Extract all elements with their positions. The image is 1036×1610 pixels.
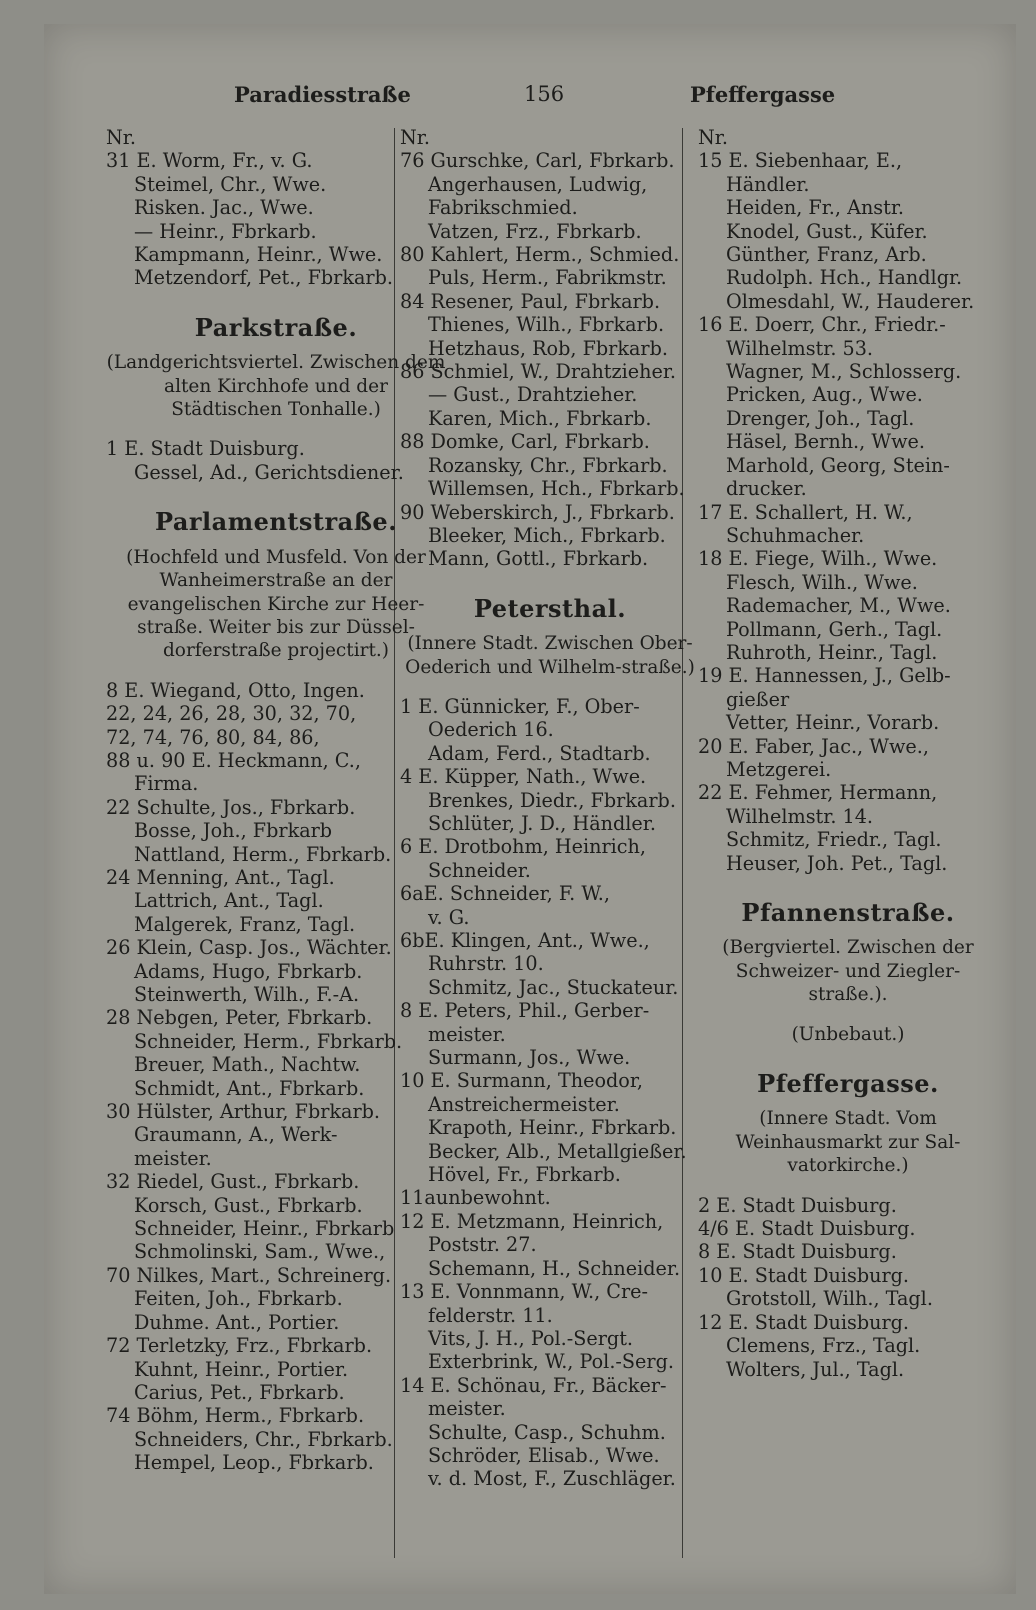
directory-entry: Vits, J. H., Pol.-Sergt. xyxy=(428,1326,634,1350)
directory-entry: Schuhmacher. xyxy=(726,523,865,547)
directory-entry: 10 E. Stadt Duisburg. xyxy=(698,1263,910,1287)
street-note-parkstrasse: (Landgerichtsviertel. Zwischen dem alten Kirchhofe und der Städtischen Tonhalle.) xyxy=(106,352,446,421)
directory-entry: 20 E. Faber, Jac., Wwe., xyxy=(698,734,929,758)
street-note-pfannenstrasse: (Bergviertel. Zwischen der Schweizer- und Ziegler-straße.). xyxy=(722,937,974,1006)
street-note-parlamentstrasse: (Hochfeld und Musfeld. Von der Wanheimerstraße an der evangelischen Kirche zur Heer-straße. Weiter bis zur Düssel-dorferstraße projectirt.) xyxy=(126,546,426,662)
directory-entry: Firma. xyxy=(134,772,199,796)
directory-entry: 32 Riedel, Gust., Fbrkarb. xyxy=(106,1170,360,1194)
directory-entry: Vetter, Heinr., Vorarb. xyxy=(726,711,940,735)
directory-entry: Karen, Mich., Fbrkarb. xyxy=(428,406,652,430)
directory-entry: Mann, Gottl., Fbrkarb. xyxy=(428,547,649,571)
directory-entry: Schulte, Casp., Schuhm. xyxy=(428,1420,666,1444)
header-right-street: Pfeffergasse xyxy=(690,82,836,107)
directory-entry: 6aE. Schneider, F. W., xyxy=(400,882,610,906)
directory-entry: Pollmann, Gerh., Tagl. xyxy=(726,617,943,641)
directory-entry: 1 E. Stadt Duisburg. xyxy=(106,437,305,461)
directory-entry: Lattrich, Ant., Tagl. xyxy=(134,889,324,913)
directory-entry: Bleeker, Mich., Fbrkarb. xyxy=(428,523,666,547)
directory-entry: Feiten, Joh., Fbrkarb. xyxy=(134,1287,343,1311)
directory-entry: Risken. Jac., Wwe. xyxy=(134,196,314,220)
directory-entry: Schneider. xyxy=(428,858,531,882)
directory-entry: Schmolinski, Sam., Wwe., xyxy=(134,1240,386,1264)
directory-entry: Oederich 16. xyxy=(428,718,554,742)
column-right xyxy=(694,126,994,1381)
directory-entry: Wilhelmstr. 14. xyxy=(726,804,874,828)
column-middle xyxy=(394,126,694,1491)
directory-entry: 11aunbewohnt. xyxy=(400,1186,551,1210)
directory-entry: Günther, Franz, Arb. xyxy=(726,243,927,267)
page-header xyxy=(44,82,1016,122)
entry-list-pfeffergasse xyxy=(698,1194,998,1381)
directory-entry: 22 E. Fehmer, Hermann, xyxy=(698,781,938,805)
directory-entry: Hempel, Leop., Fbrkarb. xyxy=(134,1451,374,1475)
directory-entry: Gessel, Ad., Gerichtsdiener. xyxy=(134,460,404,484)
directory-entry: — Heinr., Fbrkarb. xyxy=(134,219,317,243)
directory-entry: Adams, Hugo, Fbrkarb. xyxy=(134,959,363,983)
directory-entry: Pricken, Aug., Wwe. xyxy=(726,383,923,407)
directory-entry: drucker. xyxy=(726,477,807,501)
directory-entry: 2 E. Stadt Duisburg. xyxy=(698,1193,897,1217)
directory-entry: 84 Resener, Paul, Fbrkarb. xyxy=(400,289,661,313)
directory-entry: Schröder, Elisab., Wwe. xyxy=(428,1443,660,1467)
directory-entry: Kampmann, Heinr., Wwe. xyxy=(134,243,383,267)
directory-entry: 88 u. 90 E. Heckmann, C., xyxy=(106,748,361,772)
directory-entry: 12 E. Stadt Duisburg. xyxy=(698,1310,910,1334)
street-title-parkstrasse: Parkstraße. xyxy=(194,312,358,342)
directory-entry: Steimel, Chr., Wwe. xyxy=(134,172,327,196)
directory-entry: Schneiders, Chr., Fbrkarb. xyxy=(134,1427,393,1451)
directory-entry: Bosse, Joh., Fbrkarb xyxy=(134,819,333,843)
directory-entry: Kuhnt, Heinr., Portier. xyxy=(134,1357,349,1381)
directory-entry: Metzgerei. xyxy=(726,757,832,781)
directory-entry: Becker, Alb., Metallgießer. xyxy=(428,1139,687,1163)
directory-entry: Hövel, Fr., Fbrkarb. xyxy=(428,1163,621,1187)
directory-entry: 18 E. Fiege, Wilh., Wwe. xyxy=(698,547,938,571)
directory-entry: 4 E. Küpper, Nath., Wwe. xyxy=(400,765,647,789)
directory-entry: 17 E. Schallert, H. W., xyxy=(698,500,913,524)
directory-entry: Wolters, Jul., Tagl. xyxy=(726,1357,905,1381)
entry-list-paradiesstrasse-cont xyxy=(400,149,700,570)
directory-entry: 22, 24, 26, 28, 30, 32, 70, xyxy=(106,702,357,726)
directory-entry: Wilhelmstr. 53. xyxy=(726,336,874,360)
directory-entry: 26 Klein, Casp. Jos., Wächter. xyxy=(106,936,392,960)
directory-entry: Surmann, Jos., Wwe. xyxy=(428,1046,631,1070)
directory-entry: Rudolph. Hch., Handlgr. xyxy=(726,266,963,290)
directory-entry: 13 E. Vonnmann, W., Cre- xyxy=(400,1280,648,1304)
directory-entry: 74 Böhm, Herm., Fbrkarb. xyxy=(106,1404,365,1428)
directory-entry: Rademacher, M., Wwe. xyxy=(726,594,951,618)
directory-entry: 19 E. Hannessen, J., Gelb- xyxy=(698,664,951,688)
street-title-parlamentstrasse: Parlamentstraße. xyxy=(154,507,398,537)
street-note-petersthal: (Innere Stadt. Zwischen Ober-Oederich und Wilhelm-straße.) xyxy=(405,633,695,678)
directory-entry: Willemsen, Hch., Fbrkarb. xyxy=(428,477,685,501)
directory-entry: Schmidt, Ant., Fbrkarb. xyxy=(134,1076,365,1100)
directory-entry: 16 E. Doerr, Chr., Friedr.- xyxy=(698,313,946,337)
directory-entry: 86 Schmiel, W., Drahtzieher. xyxy=(400,360,676,384)
directory-entry: Grotstoll, Wilh., Tagl. xyxy=(726,1287,933,1311)
directory-entry: 6bE. Klingen, Ant., Wwe., xyxy=(400,929,650,952)
directory-entry: Breuer, Math., Nachtw. xyxy=(134,1053,361,1077)
directory-entry: Schlüter, J. D., Händler. xyxy=(428,811,656,835)
directory-entry: Knodel, Gust., Küfer. xyxy=(726,219,928,243)
street-status-pfannenstrasse: (Unbebaut.) xyxy=(791,1023,905,1045)
directory-entry: Angerhausen, Ludwig, xyxy=(428,172,648,196)
directory-entry: Graumann, A., Werk- xyxy=(134,1123,338,1147)
directory-entry: 12 E. Metzmann, Heinrich, xyxy=(400,1209,664,1233)
directory-entry: Wagner, M., Schlosserg. xyxy=(726,360,962,384)
directory-entry: Olmesdahl, W., Hauderer. xyxy=(726,289,975,313)
directory-entry: 1 E. Günnicker, F., Ober- xyxy=(400,694,640,718)
street-note-pfeffergasse: (Innere Stadt. Vom Weinhausmarkt zur Sal-vatorkirche.) xyxy=(735,1108,961,1177)
directory-entry: Hetzhaus, Rob, Fbrkarb. xyxy=(428,336,668,360)
page-number: 156 xyxy=(524,82,565,106)
entry-list-petersthal xyxy=(400,695,700,1491)
directory-entry: Fabrikschmied. xyxy=(428,196,578,220)
directory-entry: 14 E. Schönau, Fr., Bäcker- xyxy=(400,1373,667,1397)
street-title-petersthal: Petersthal. xyxy=(473,593,627,623)
directory-entry: v. G. xyxy=(428,905,470,929)
directory-entry: 8 E. Stadt Duisburg. xyxy=(698,1240,897,1264)
directory-entry: Malgerek, Franz, Tagl. xyxy=(134,912,356,936)
directory-entry: 8 E. Wiegand, Otto, Ingen. xyxy=(106,678,365,702)
directory-entry: 80 Kahlert, Herm., Schmied. xyxy=(400,243,680,267)
directory-entry: Exterbrink, W., Pol.-Serg. xyxy=(428,1350,674,1374)
directory-entry: Krapoth, Heinr., Fbrkarb. xyxy=(428,1116,677,1140)
directory-entry: Schmitz, Jac., Stuckateur. xyxy=(428,975,679,999)
directory-entry: Flesch, Wilh., Wwe. xyxy=(726,570,918,594)
directory-entry: meister. xyxy=(428,1397,506,1421)
directory-entry: 30 Hülster, Arthur, Fbrkarb. xyxy=(106,1100,381,1124)
street-title-pfeffergasse: Pfeffergasse. xyxy=(757,1069,939,1099)
directory-entry: Steinwerth, Wilh., F.-A. xyxy=(134,983,360,1006)
directory-entry: 6 E. Drotbohm, Heinrich, xyxy=(400,835,647,859)
directory-entry: Schneider, Herm., Fbrkarb. xyxy=(134,1029,403,1053)
directory-entry: Ruhroth, Heinr., Tagl. xyxy=(726,640,938,664)
directory-entry: Heiden, Fr., Anstr. xyxy=(726,196,905,220)
directory-entry: 22 Schulte, Jos., Fbrkarb. xyxy=(106,795,356,819)
entry-list-paradiesstrasse-end xyxy=(698,149,998,875)
directory-entry: Häsel, Bernh., Wwe. xyxy=(726,430,925,454)
directory-entry: 72, 74, 76, 80, 84, 86, xyxy=(106,725,320,749)
directory-entry: 90 Weberskirch, J., Fbrkarb. xyxy=(400,500,675,524)
directory-entry: Korsch, Gust., Fbrkarb. xyxy=(134,1193,363,1217)
directory-entry: Schmitz, Friedr., Tagl. xyxy=(726,828,942,852)
nr-label: Nr. xyxy=(400,126,430,149)
directory-entry: Händler. xyxy=(726,172,810,196)
directory-entry: v. d. Most, F., Zuschläger. xyxy=(428,1467,676,1491)
directory-entry: Schneider, Heinr., Fbrkarb xyxy=(134,1217,395,1241)
header-left-street: Paradiesstraße xyxy=(234,82,411,107)
directory-entry: 8 E. Peters, Phil., Gerber- xyxy=(400,999,650,1023)
directory-entry: meister. xyxy=(428,1022,506,1046)
street-title-pfannenstrasse: Pfannenstraße. xyxy=(741,898,955,927)
directory-entry: 10 E. Surmann, Theodor, xyxy=(400,1069,643,1093)
directory-entry: Brenkes, Diedr., Fbrkarb. xyxy=(428,788,676,812)
directory-entry: Adam, Ferd., Stadtarb. xyxy=(428,741,651,765)
directory-entry: felderstr. 11. xyxy=(428,1303,553,1327)
directory-entry: Drenger, Joh., Tagl. xyxy=(726,406,915,430)
directory-entry: Thienes, Wilh., Fbrkarb. xyxy=(428,313,665,337)
directory-entry: Metzendorf, Pet., Fbrkarb. xyxy=(134,266,393,290)
directory-entry: Rozansky, Chr., Fbrkarb. xyxy=(428,453,668,477)
directory-entry: 24 Menning, Ant., Tagl. xyxy=(106,865,335,889)
directory-entry: Nattland, Herm., Fbrkarb. xyxy=(134,842,392,866)
directory-entry: Anstreichermeister. xyxy=(428,1092,620,1116)
directory-entry: Puls, Herm., Fabrikmstr. xyxy=(428,266,667,290)
directory-entry: 88 Domke, Carl, Fbrkarb. xyxy=(400,430,650,454)
directory-entry: 70 Nilkes, Mart., Schreinerg. xyxy=(106,1263,392,1287)
directory-entry: gießer xyxy=(726,687,790,711)
directory-page xyxy=(44,24,1016,1594)
directory-entry: Ruhrstr. 10. xyxy=(428,952,544,976)
directory-entry: 72 Terletzky, Frz., Fbrkarb. xyxy=(106,1334,373,1358)
directory-entry: 28 Nebgen, Peter, Fbrkarb. xyxy=(106,1006,373,1030)
nr-label: Nr. xyxy=(698,126,728,149)
directory-entry: Poststr. 27. xyxy=(428,1233,537,1257)
directory-entry: 15 E. Siebenhaar, E., xyxy=(698,149,903,173)
directory-entry: 4/6 E. Stadt Duisburg. xyxy=(698,1217,916,1241)
directory-entry: Carius, Pet., Fbrkarb. xyxy=(134,1380,345,1404)
directory-entry: Schemann, H., Schneider. xyxy=(428,1256,681,1280)
directory-entry: Vatzen, Frz., Fbrkarb. xyxy=(428,219,642,243)
directory-entry: meister. xyxy=(134,1146,212,1170)
directory-entry: Clemens, Frz., Tagl. xyxy=(726,1334,921,1358)
directory-entry: Marhold, Georg, Stein- xyxy=(726,453,950,477)
directory-entry: 76 Gurschke, Carl, Fbrkarb. xyxy=(400,149,675,173)
directory-entry: Heuser, Joh. Pet., Tagl. xyxy=(726,851,948,875)
directory-entry: Duhme. Ant., Portier. xyxy=(134,1310,340,1334)
directory-entry: 31 E. Worm, Fr., v. G. xyxy=(106,149,313,173)
nr-label: Nr. xyxy=(106,126,136,149)
directory-entry: — Gust., Drahtzieher. xyxy=(428,383,638,407)
